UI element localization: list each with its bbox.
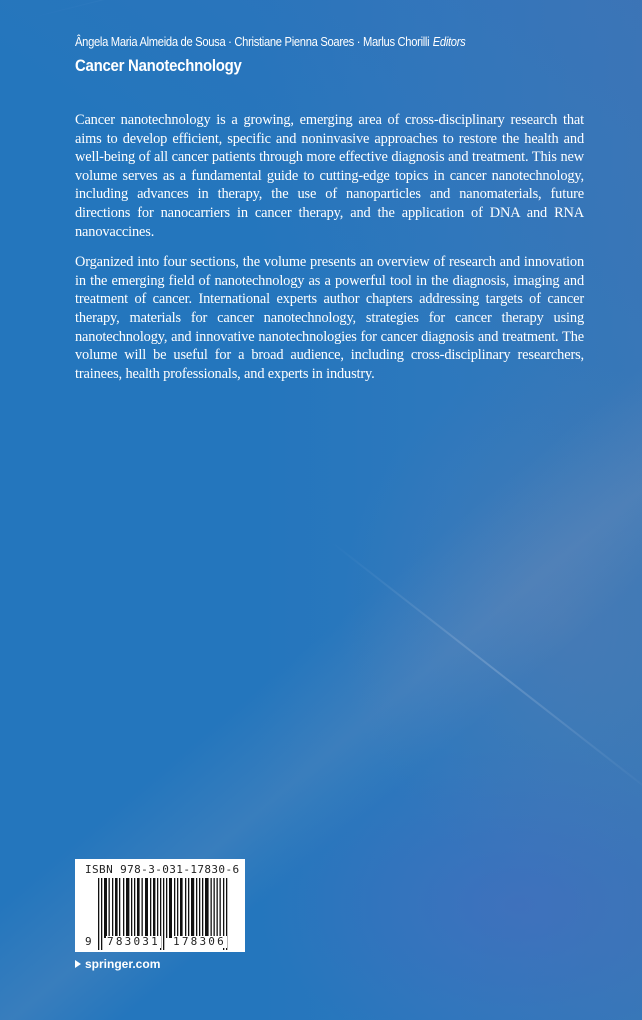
editors-role: Editors xyxy=(432,34,466,49)
blurb xyxy=(75,111,584,395)
arrow-right-icon xyxy=(75,960,81,968)
background-light-streak xyxy=(329,540,642,800)
barcode-digits-left: 783031 xyxy=(107,935,160,948)
barcode-digit-prefix: 9 xyxy=(85,935,92,948)
background-light-streak-faint xyxy=(20,0,642,21)
isbn-label: ISBN 978-3-031-17830-6 xyxy=(85,863,240,876)
book-title: Cancer Nanotechnology xyxy=(75,56,242,75)
publisher-link[interactable] xyxy=(75,957,160,971)
barcode-digits-right: 178306 xyxy=(173,935,226,948)
publisher-link-text[interactable]: springer.com xyxy=(85,957,161,971)
editors-line xyxy=(75,34,465,49)
blurb-paragraph-1: Cancer nanotechnology is a growing, emerging area of cross-disciplinary research that aims to develop efficient, specific and noninvasive approaches to restore the health and well-being of all cancer patients through more effective diagnosis and treatment. This new volume serves as a fundamental guide to cutting-edge topics in cancer nanotechnology, including advances in therapy, the use of nanoparticles and nanomaterials, future directions for nanocarriers in cancer therapy, and the application of DNA and RNA nanovaccines. xyxy=(75,112,584,240)
isbn-barcode xyxy=(75,859,245,952)
blurb-paragraph-2: Organized into four sections, the volume presents an overview of research and innovation in the emerging field of nanotechnology as a powerful tool in the diagnosis, imaging and treatment of cancer. International experts author chapters addressing targets of cancer therapy, materials for cancer nanotechnology, strategies for cancer therapy using nanotechnology, and innovative nanotechnologies for cancer diagnosis and treatment. The volume will be useful for a broad audience, including cross-disciplinary researchers, trainees, health professionals, and experts in industry. xyxy=(75,254,584,382)
editors-names: Ângela Maria Almeida de Sousa · Christiane Pienna Soares · Marlus Chorilli xyxy=(75,34,430,49)
